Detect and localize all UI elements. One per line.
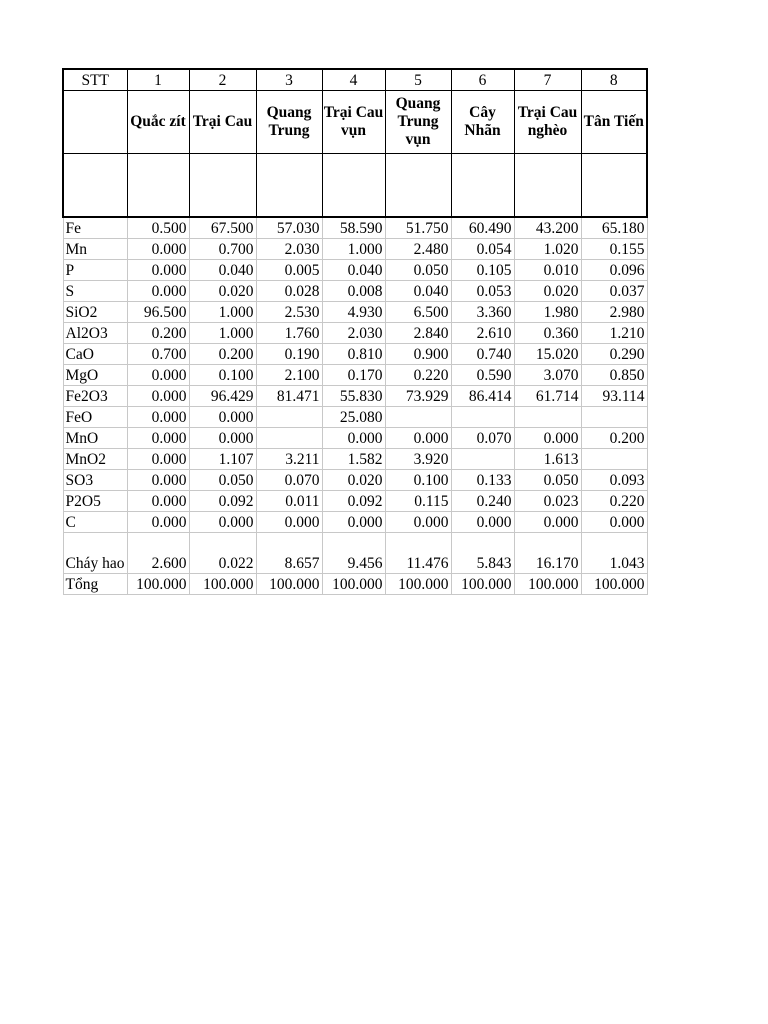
- value-cell: 0.170: [322, 365, 385, 386]
- value-cell: 61.714: [514, 386, 581, 407]
- value-cell: 6.500: [385, 302, 451, 323]
- value-cell: 0.190: [256, 344, 322, 365]
- row-label: C: [63, 512, 127, 533]
- value-cell: 1.000: [189, 323, 256, 344]
- column-name: Quắc zít: [127, 91, 189, 154]
- value-cell: 0.020: [514, 281, 581, 302]
- value-cell: 15.020: [514, 344, 581, 365]
- value-cell: 0.000: [514, 428, 581, 449]
- table-row: [63, 217, 647, 239]
- column-number: 6: [451, 69, 514, 91]
- table-row: [63, 323, 647, 344]
- value-cell: 0.155: [581, 239, 647, 260]
- header-blank-row: [63, 154, 647, 218]
- value-cell: 0.105: [451, 260, 514, 281]
- value-cell: [451, 407, 514, 428]
- empty-header-cell: [514, 154, 581, 218]
- value-cell: 0.133: [451, 470, 514, 491]
- table-row: [63, 428, 647, 449]
- value-cell: 0.054: [451, 239, 514, 260]
- value-cell: 0.700: [189, 239, 256, 260]
- row-label: Cháy hao: [63, 533, 127, 574]
- column-number: 5: [385, 69, 451, 91]
- value-cell: 1.020: [514, 239, 581, 260]
- column-name: Trại Cau: [189, 91, 256, 154]
- row-label: Mn: [63, 239, 127, 260]
- table-row: [63, 533, 647, 574]
- value-cell: 0.000: [256, 512, 322, 533]
- row-label: P2O5: [63, 491, 127, 512]
- value-cell: 3.920: [385, 449, 451, 470]
- value-cell: 5.843: [451, 533, 514, 574]
- row-label: SiO2: [63, 302, 127, 323]
- value-cell: 0.500: [127, 217, 189, 239]
- value-cell: 0.050: [385, 260, 451, 281]
- value-cell: 0.200: [127, 323, 189, 344]
- value-cell: 9.456: [322, 533, 385, 574]
- row-label: MnO2: [63, 449, 127, 470]
- row-label: Al2O3: [63, 323, 127, 344]
- value-cell: 58.590: [322, 217, 385, 239]
- empty-header-cell: [63, 154, 127, 218]
- value-cell: 1.613: [514, 449, 581, 470]
- value-cell: 0.000: [127, 281, 189, 302]
- value-cell: 2.480: [385, 239, 451, 260]
- value-cell: 8.657: [256, 533, 322, 574]
- value-cell: 1.000: [189, 302, 256, 323]
- table-row: [63, 574, 647, 595]
- table-row: [63, 344, 647, 365]
- column-name: Quang Trung: [256, 91, 322, 154]
- table-row: [63, 239, 647, 260]
- row-label: P: [63, 260, 127, 281]
- value-cell: [385, 407, 451, 428]
- value-cell: 0.240: [451, 491, 514, 512]
- value-cell: 0.022: [189, 533, 256, 574]
- value-cell: 0.100: [385, 470, 451, 491]
- empty-header-cell: [451, 154, 514, 218]
- value-cell: 0.200: [189, 344, 256, 365]
- value-cell: 1.210: [581, 323, 647, 344]
- value-cell: 0.070: [256, 470, 322, 491]
- value-cell: 0.850: [581, 365, 647, 386]
- value-cell: 43.200: [514, 217, 581, 239]
- value-cell: 0.000: [127, 407, 189, 428]
- value-cell: 0.023: [514, 491, 581, 512]
- value-cell: 55.830: [322, 386, 385, 407]
- column-name: Quang Trung vụn: [385, 91, 451, 154]
- column-name: Trại Cau vụn: [322, 91, 385, 154]
- value-cell: 93.114: [581, 386, 647, 407]
- column-number: 7: [514, 69, 581, 91]
- value-cell: 0.000: [189, 428, 256, 449]
- row-label: CaO: [63, 344, 127, 365]
- empty-header-cell: [581, 154, 647, 218]
- row-label: SO3: [63, 470, 127, 491]
- value-cell: 2.600: [127, 533, 189, 574]
- value-cell: 0.360: [514, 323, 581, 344]
- table-row: [63, 365, 647, 386]
- value-cell: 0.000: [127, 365, 189, 386]
- value-cell: 1.107: [189, 449, 256, 470]
- value-cell: 0.040: [385, 281, 451, 302]
- table-row: [63, 260, 647, 281]
- empty-header-cell: [256, 154, 322, 218]
- column-name: Trại Cau nghèo: [514, 91, 581, 154]
- table-row: [63, 491, 647, 512]
- value-cell: 0.810: [322, 344, 385, 365]
- column-number: 1: [127, 69, 189, 91]
- value-cell: 2.100: [256, 365, 322, 386]
- value-cell: 0.000: [322, 428, 385, 449]
- value-cell: 0.070: [451, 428, 514, 449]
- value-cell: 67.500: [189, 217, 256, 239]
- value-cell: 1.760: [256, 323, 322, 344]
- row-label: Tổng: [63, 574, 127, 595]
- value-cell: 100.000: [189, 574, 256, 595]
- value-cell: 16.170: [514, 533, 581, 574]
- value-cell: 100.000: [322, 574, 385, 595]
- value-cell: 0.008: [322, 281, 385, 302]
- value-cell: 0.000: [514, 512, 581, 533]
- table-row: [63, 470, 647, 491]
- value-cell: 100.000: [514, 574, 581, 595]
- value-cell: 0.010: [514, 260, 581, 281]
- row-label: S: [63, 281, 127, 302]
- value-cell: 0.000: [127, 239, 189, 260]
- value-cell: 11.476: [385, 533, 451, 574]
- value-cell: 3.360: [451, 302, 514, 323]
- value-cell: 0.000: [581, 512, 647, 533]
- value-cell: 100.000: [385, 574, 451, 595]
- value-cell: 2.030: [322, 323, 385, 344]
- value-cell: 1.980: [514, 302, 581, 323]
- value-cell: 0.000: [127, 449, 189, 470]
- value-cell: [256, 428, 322, 449]
- empty-header-cell: [189, 154, 256, 218]
- value-cell: 2.840: [385, 323, 451, 344]
- value-cell: 0.000: [189, 407, 256, 428]
- row-label: MnO: [63, 428, 127, 449]
- empty-header-cell: [63, 91, 127, 154]
- value-cell: 0.590: [451, 365, 514, 386]
- value-cell: 0.092: [189, 491, 256, 512]
- value-cell: 0.100: [189, 365, 256, 386]
- value-cell: 0.900: [385, 344, 451, 365]
- value-cell: 0.011: [256, 491, 322, 512]
- value-cell: 2.030: [256, 239, 322, 260]
- value-cell: 1.043: [581, 533, 647, 574]
- value-cell: 100.000: [451, 574, 514, 595]
- value-cell: 0.093: [581, 470, 647, 491]
- empty-header-cell: [127, 154, 189, 218]
- value-cell: 0.028: [256, 281, 322, 302]
- value-cell: 3.070: [514, 365, 581, 386]
- value-cell: 0.050: [189, 470, 256, 491]
- value-cell: 0.700: [127, 344, 189, 365]
- value-cell: [514, 407, 581, 428]
- value-cell: 100.000: [581, 574, 647, 595]
- value-cell: 0.096: [581, 260, 647, 281]
- header-name-row: [63, 91, 647, 154]
- value-cell: 0.040: [322, 260, 385, 281]
- row-label: Fe2O3: [63, 386, 127, 407]
- value-cell: 51.750: [385, 217, 451, 239]
- value-cell: 1.582: [322, 449, 385, 470]
- value-cell: 0.000: [127, 491, 189, 512]
- value-cell: 0.053: [451, 281, 514, 302]
- value-cell: 96.429: [189, 386, 256, 407]
- empty-header-cell: [322, 154, 385, 218]
- value-cell: 2.980: [581, 302, 647, 323]
- value-cell: 0.000: [127, 386, 189, 407]
- row-label: MgO: [63, 365, 127, 386]
- value-cell: 0.000: [127, 260, 189, 281]
- value-cell: [581, 449, 647, 470]
- value-cell: 2.530: [256, 302, 322, 323]
- value-cell: 0.220: [385, 365, 451, 386]
- value-cell: 0.220: [581, 491, 647, 512]
- stt-header: STT: [63, 69, 127, 91]
- table-row: [63, 302, 647, 323]
- table-row: [63, 449, 647, 470]
- value-cell: 0.740: [451, 344, 514, 365]
- value-cell: 0.000: [127, 512, 189, 533]
- empty-header-cell: [385, 154, 451, 218]
- value-cell: 73.929: [385, 386, 451, 407]
- value-cell: 0.000: [127, 470, 189, 491]
- column-name: Tân Tiến: [581, 91, 647, 154]
- value-cell: 0.000: [385, 428, 451, 449]
- table-row: [63, 407, 647, 428]
- table-row: [63, 386, 647, 407]
- value-cell: 0.020: [189, 281, 256, 302]
- value-cell: 0.000: [451, 512, 514, 533]
- value-cell: 81.471: [256, 386, 322, 407]
- value-cell: 0.050: [514, 470, 581, 491]
- value-cell: 4.930: [322, 302, 385, 323]
- value-cell: 1.000: [322, 239, 385, 260]
- value-cell: [451, 449, 514, 470]
- value-cell: 0.040: [189, 260, 256, 281]
- value-cell: 0.092: [322, 491, 385, 512]
- row-label: FeO: [63, 407, 127, 428]
- value-cell: 0.000: [385, 512, 451, 533]
- value-cell: 65.180: [581, 217, 647, 239]
- value-cell: 86.414: [451, 386, 514, 407]
- value-cell: 0.000: [127, 428, 189, 449]
- column-number: 8: [581, 69, 647, 91]
- value-cell: 0.290: [581, 344, 647, 365]
- value-cell: 0.037: [581, 281, 647, 302]
- column-number: 4: [322, 69, 385, 91]
- column-number: 2: [189, 69, 256, 91]
- value-cell: 0.200: [581, 428, 647, 449]
- column-number: 3: [256, 69, 322, 91]
- row-label: Fe: [63, 217, 127, 239]
- value-cell: 0.115: [385, 491, 451, 512]
- value-cell: 100.000: [127, 574, 189, 595]
- column-name: Cây Nhãn: [451, 91, 514, 154]
- value-cell: [581, 407, 647, 428]
- value-cell: 25.080: [322, 407, 385, 428]
- value-cell: [256, 407, 322, 428]
- value-cell: 0.000: [322, 512, 385, 533]
- value-cell: 96.500: [127, 302, 189, 323]
- value-cell: 0.005: [256, 260, 322, 281]
- header-number-row: [63, 69, 647, 91]
- value-cell: 100.000: [256, 574, 322, 595]
- table-row: [63, 281, 647, 302]
- table-row: [63, 512, 647, 533]
- value-cell: 57.030: [256, 217, 322, 239]
- value-cell: 2.610: [451, 323, 514, 344]
- composition-table: [62, 68, 648, 595]
- value-cell: 0.020: [322, 470, 385, 491]
- value-cell: 0.000: [189, 512, 256, 533]
- value-cell: 3.211: [256, 449, 322, 470]
- value-cell: 60.490: [451, 217, 514, 239]
